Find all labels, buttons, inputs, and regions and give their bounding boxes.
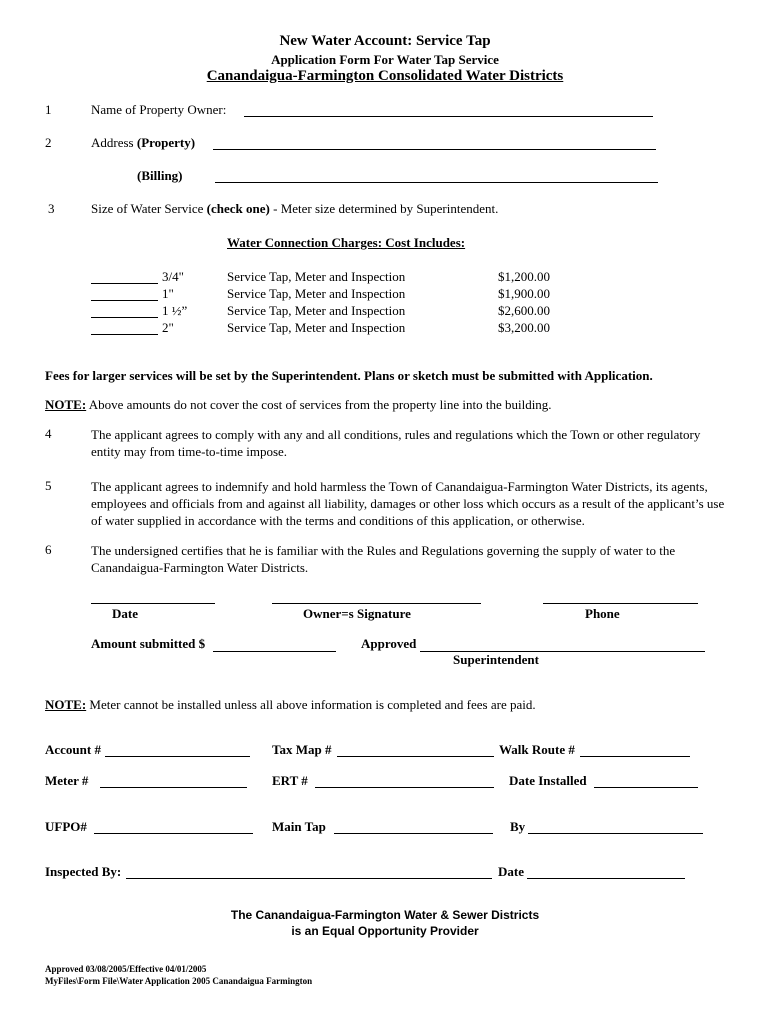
service-size-label <box>91 201 498 217</box>
main-tap-field[interactable] <box>334 833 493 834</box>
amount-submitted-field[interactable] <box>213 651 336 652</box>
owner-signature-label: Owner=s Signature <box>303 606 411 621</box>
equal-opportunity-line-1: The Canandaigua-Farmington Water & Sewer Districts <box>230 908 540 922</box>
phone-label: Phone <box>585 606 620 621</box>
date-installed-field[interactable] <box>594 787 698 788</box>
note-label: NOTE: <box>45 697 87 712</box>
district-name: Canandaigua-Farmington Consolidated Water Districts <box>206 68 564 84</box>
term-certify: The undersigned certifies that he is familiar with the Rules and Regulations governing the supply of water to the Canandaigua-Farmington Water Districts. <box>91 543 676 575</box>
charges-heading: Water Connection Charges: Cost Includes: <box>227 235 466 250</box>
tax-map-field[interactable] <box>337 756 494 757</box>
item-number-4: 4 <box>45 426 52 441</box>
ert-field[interactable] <box>315 787 494 788</box>
property-address-field[interactable] <box>213 149 656 150</box>
note-label: NOTE: <box>45 397 87 412</box>
service-cost: $2,600.00 <box>498 303 550 318</box>
item-number-1: 1 <box>45 102 52 117</box>
item-number-5: 5 <box>45 478 52 493</box>
meter-label: Meter # <box>45 773 89 788</box>
size-checkbox-line[interactable] <box>91 283 158 284</box>
meter-field[interactable] <box>100 787 247 788</box>
account-field[interactable] <box>105 756 250 757</box>
fees-note: Fees for larger services will be set by the Superintendent. Plans or sketch must be submitted with Application. <box>45 368 653 383</box>
billing-label: (Billing) <box>137 168 183 183</box>
service-size: 1 ½” <box>162 303 188 318</box>
size-checkbox-line[interactable] <box>91 300 158 301</box>
service-cost: $1,900.00 <box>498 286 550 301</box>
size-note: - Meter size determined by Superintendent. <box>273 201 499 216</box>
approval-date: Approved 03/08/2005/Effective 04/01/2005 <box>45 964 207 974</box>
service-cost: $3,200.00 <box>498 320 550 335</box>
walk-route-field[interactable] <box>580 756 690 757</box>
inspected-by-field[interactable] <box>126 878 492 879</box>
superintendent-label: Superintendent <box>453 652 539 667</box>
account-label: Account # <box>45 742 101 757</box>
item-number-2: 2 <box>45 135 52 150</box>
inspection-date-field[interactable] <box>527 878 685 879</box>
equal-opportunity-line-2: is an Equal Opportunity Provider <box>291 924 479 938</box>
phone-field[interactable] <box>543 603 698 604</box>
ert-label: ERT # <box>272 773 308 788</box>
approved-label: Approved <box>361 636 417 651</box>
note-above-amounts <box>45 397 552 413</box>
form-title: New Water Account: Service Tap <box>279 33 491 49</box>
size-label-text: Size of Water Service <box>91 201 204 216</box>
service-description: Service Tap, Meter and Inspection <box>227 269 406 284</box>
property-label: (Property) <box>136 135 196 150</box>
service-size: 3/4" <box>162 269 184 284</box>
inspection-date-label: Date <box>498 864 524 879</box>
by-field[interactable] <box>528 833 703 834</box>
item-number-3: 3 <box>48 201 55 216</box>
tax-map-label: Tax Map # <box>272 742 332 757</box>
form-subtitle: Application Form For Water Tap Service <box>271 52 499 67</box>
service-description: Service Tap, Meter and Inspection <box>227 286 406 301</box>
owner-label: Name of Property Owner: <box>91 102 227 117</box>
service-description: Service Tap, Meter and Inspection <box>227 320 406 335</box>
note-meter-install <box>45 697 536 713</box>
date-label: Date <box>112 606 138 621</box>
main-tap-label: Main Tap <box>272 819 326 834</box>
service-size: 1" <box>162 286 174 301</box>
address-label-text: Address <box>91 135 134 150</box>
address-label <box>91 135 195 151</box>
check-one-label: (check one) <box>206 201 270 216</box>
walk-route-label: Walk Route # <box>499 742 575 757</box>
service-cost: $1,200.00 <box>498 269 550 284</box>
owner-field[interactable] <box>244 116 653 117</box>
date-installed-label: Date Installed <box>509 773 587 788</box>
service-size: 2" <box>162 320 174 335</box>
service-description: Service Tap, Meter and Inspection <box>227 303 406 318</box>
note-text: Above amounts do not cover the cost of services from the property line into the building. <box>88 397 552 412</box>
term-indemnify: The applicant agrees to indemnify and hold harmless the Town of Canandaigua-Farmington Water Districts, its agents, employees and officials from and against all liability, damages or other loss which occurs as a result of the applicant’s use of water supplied in accordance with the terms and conditions of this application, or otherwise. <box>91 479 725 528</box>
owner-signature-field[interactable] <box>272 603 481 604</box>
ufpo-label: UFPO# <box>45 819 87 834</box>
item-number-6: 6 <box>45 542 52 557</box>
file-path: MyFiles\Form File\Water Application 2005 Canandaigua Farmington <box>45 976 313 986</box>
by-label: By <box>510 819 526 834</box>
inspected-by-label: Inspected By: <box>45 864 122 879</box>
amount-submitted-label: Amount submitted $ <box>91 636 206 651</box>
size-checkbox-line[interactable] <box>91 317 158 318</box>
date-signature-field[interactable] <box>91 603 215 604</box>
size-checkbox-line[interactable] <box>91 334 158 335</box>
note-text: Meter cannot be installed unless all above information is completed and fees are paid. <box>89 697 536 712</box>
term-comply: The applicant agrees to comply with any and all conditions, rules and regulations which the Town or other regulatory entity may from time-to-time impose. <box>91 427 701 459</box>
ufpo-field[interactable] <box>94 833 253 834</box>
billing-address-field[interactable] <box>215 182 658 183</box>
